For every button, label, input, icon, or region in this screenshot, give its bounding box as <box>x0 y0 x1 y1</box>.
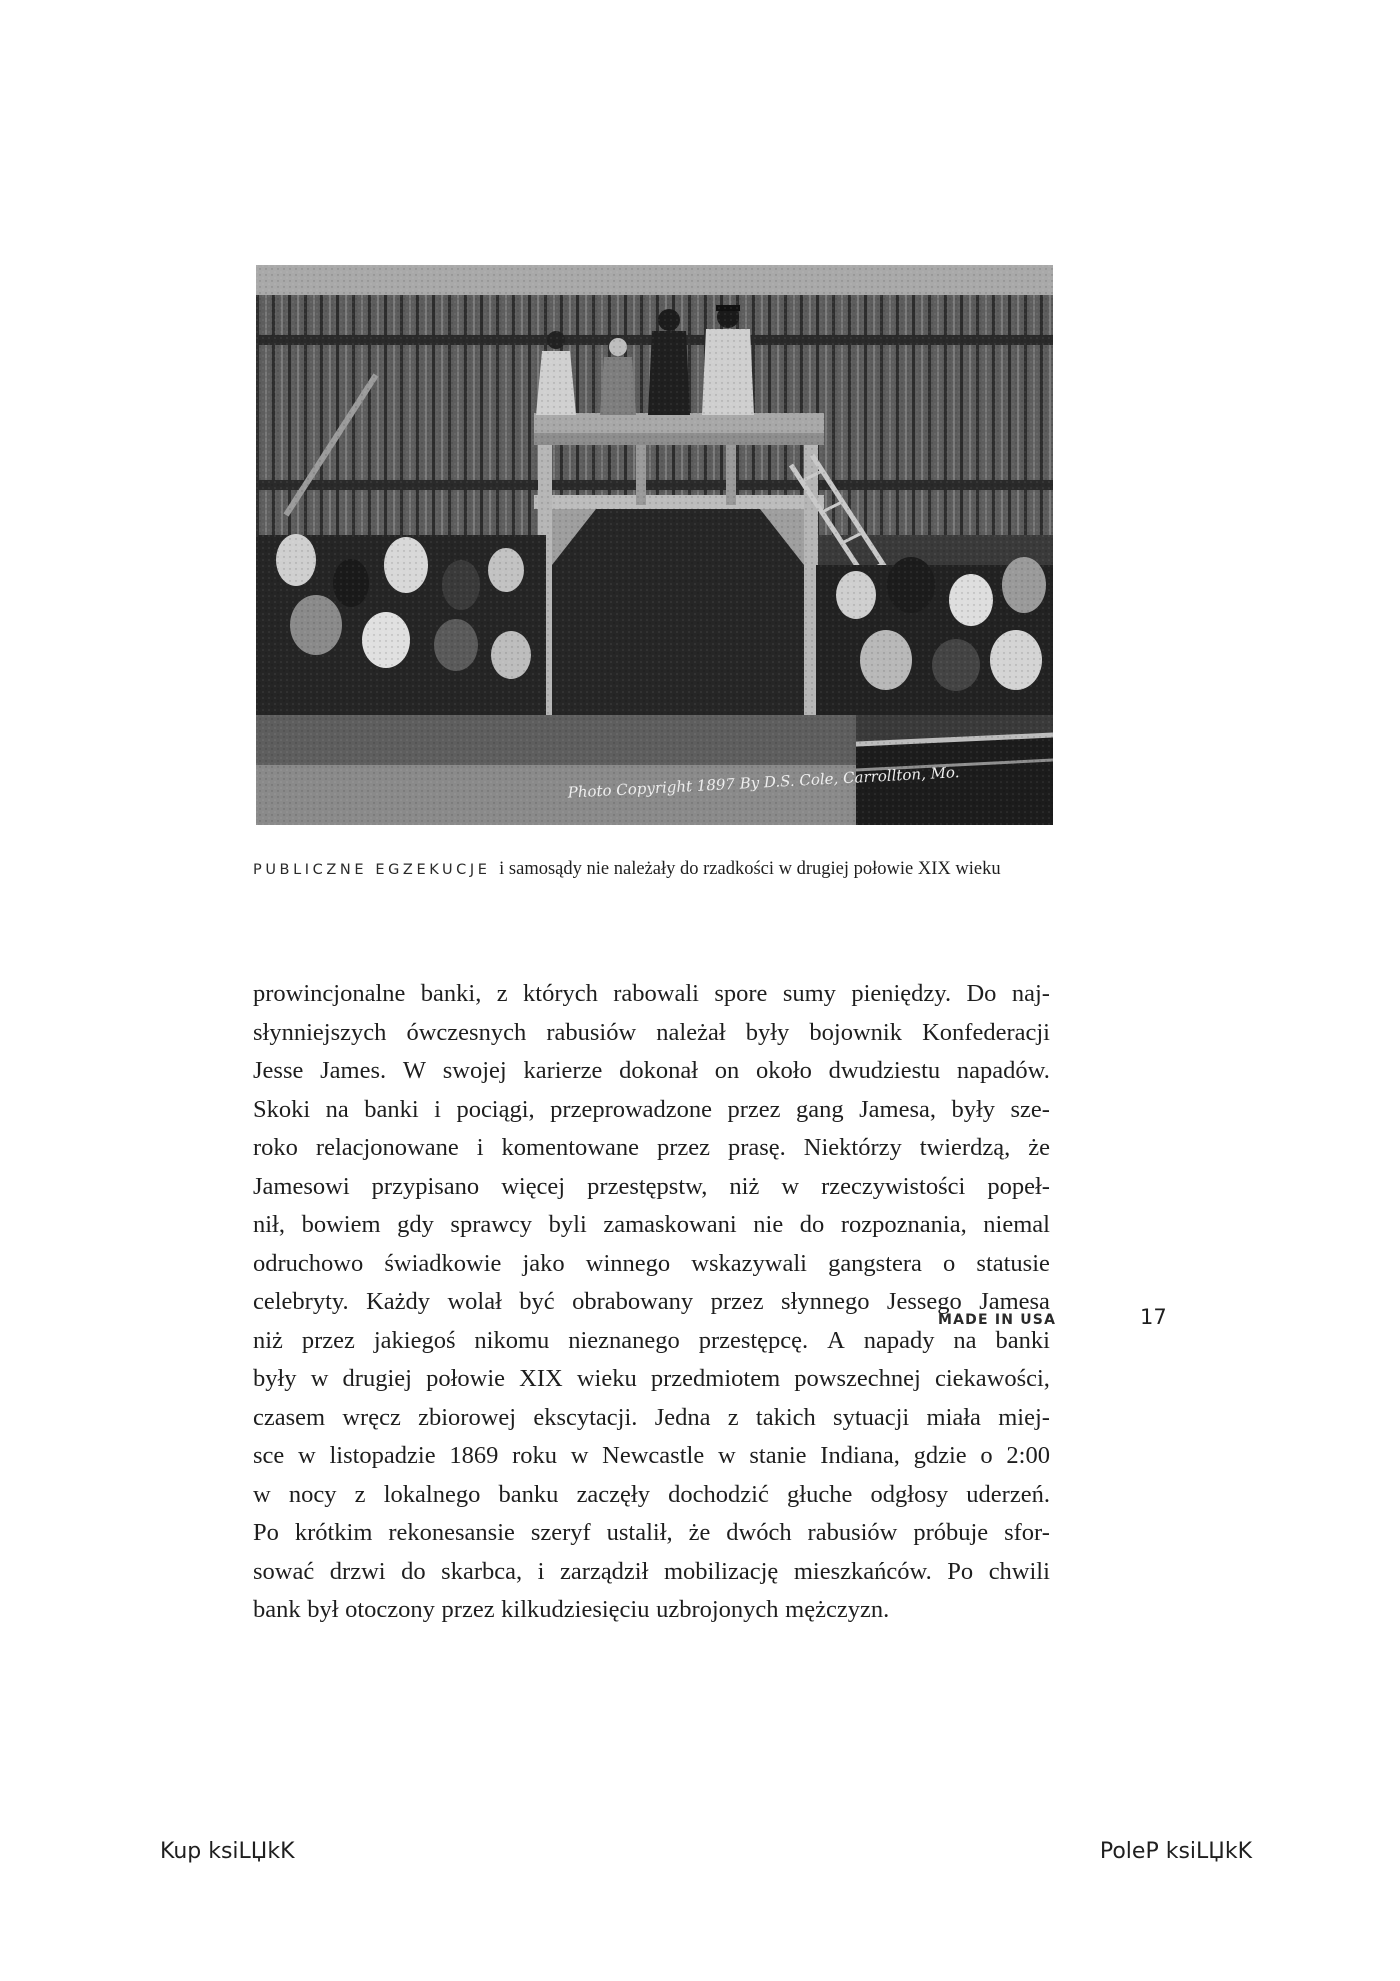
body-word: lokalnego <box>383 1480 481 1508</box>
body-word: na <box>953 1326 977 1354</box>
body-word: mężczyzn. <box>785 1596 890 1623</box>
body-word: Jedna <box>654 1403 711 1431</box>
body-word: komentowane <box>501 1134 639 1161</box>
body-word: gdzie <box>913 1442 967 1469</box>
caption-text: i samosądy nie należały do rzadkości w drugiej połowie XIX wieku <box>499 859 1001 879</box>
body-line <box>253 1437 1050 1476</box>
body-word: drugiej <box>342 1365 412 1392</box>
body-word: obrabowany <box>572 1288 694 1315</box>
execution-photograph <box>256 265 1053 825</box>
body-word: w <box>781 1172 800 1200</box>
body-word: o <box>980 1442 993 1469</box>
body-word: pociągi, <box>456 1095 535 1123</box>
body-word: w <box>298 1442 316 1469</box>
body-word: dwudziestu <box>828 1057 941 1084</box>
body-word: drzwi <box>329 1557 386 1585</box>
body-word: krótkim <box>294 1519 373 1546</box>
body-word: on <box>714 1057 740 1084</box>
running-footer-title: MADE IN USA <box>938 1312 1057 1328</box>
body-line <box>253 1591 1050 1630</box>
body-word: próbuje <box>913 1519 989 1546</box>
caption-lead: PUBLICZNE EGZEKUCJE <box>253 862 491 878</box>
body-word: prasę. <box>727 1134 786 1161</box>
body-word: roko <box>253 1134 298 1161</box>
body-word: gangstera <box>828 1249 922 1277</box>
body-word: chwili <box>988 1557 1050 1585</box>
buy-book-link[interactable]: Kup ksiLЏkK <box>160 1839 295 1864</box>
body-word: uderzeń. <box>966 1480 1050 1508</box>
body-word: Jamesa, <box>859 1095 936 1123</box>
body-word: przedmiotem <box>650 1365 781 1392</box>
body-word: skarbca, <box>441 1557 523 1585</box>
body-word: czasem <box>253 1403 326 1431</box>
body-word: dochodzić <box>668 1480 769 1508</box>
body-word: były <box>745 1018 790 1046</box>
body-word: zbiorowej <box>418 1403 517 1431</box>
body-word: głuche <box>787 1480 853 1508</box>
body-word: z <box>496 980 508 1007</box>
body-word: relacjonowane <box>315 1134 459 1161</box>
body-word: 1869 <box>449 1442 499 1469</box>
body-line <box>253 1168 1050 1207</box>
body-word: banku <box>498 1480 559 1508</box>
body-word: sze- <box>1010 1095 1050 1123</box>
body-word: byli <box>548 1211 587 1238</box>
execution-photo-drawing <box>256 265 1053 825</box>
body-word: A <box>827 1326 845 1354</box>
body-line <box>253 1476 1050 1515</box>
body-word: nie <box>753 1211 784 1238</box>
body-word: XIX <box>519 1365 563 1392</box>
body-word: napady <box>863 1326 935 1354</box>
body-word: Indiana, <box>820 1442 900 1469</box>
body-line <box>253 1206 1050 1245</box>
body-word: Niektórzy <box>803 1134 902 1161</box>
body-word: niemal <box>983 1211 1050 1238</box>
body-word: że <box>1028 1134 1050 1161</box>
body-word: Jessego <box>886 1288 962 1315</box>
body-word: odruchowo <box>253 1249 364 1277</box>
body-line <box>253 1360 1050 1399</box>
body-word: był <box>307 1596 339 1623</box>
body-word: do <box>401 1557 426 1585</box>
body-word: Skoki <box>253 1095 311 1123</box>
body-word: takich <box>755 1403 816 1431</box>
body-word: zaczęły <box>576 1480 650 1508</box>
body-word: przez <box>710 1288 764 1315</box>
body-word: połowie <box>426 1365 506 1392</box>
body-word: w <box>310 1365 329 1392</box>
body-word: rabusiów <box>546 1018 637 1046</box>
body-word: banki <box>995 1326 1050 1354</box>
body-word: sytuacji <box>833 1403 910 1431</box>
body-word: twierdzą, <box>919 1134 1011 1161</box>
body-word: listopadzie <box>329 1442 436 1469</box>
body-word: o <box>943 1249 956 1277</box>
body-line <box>253 1245 1050 1284</box>
body-word: banki <box>364 1095 419 1123</box>
body-word: popeł- <box>987 1172 1050 1200</box>
body-word: przez <box>727 1095 781 1123</box>
body-word: wskazywali <box>691 1249 807 1277</box>
body-word: stanie <box>749 1442 807 1469</box>
body-word: kilkudziesięciu <box>501 1596 650 1623</box>
body-word: nieznanego <box>568 1326 680 1354</box>
body-word: Jesse <box>253 1057 304 1084</box>
body-word: sce <box>253 1442 285 1469</box>
body-word: z <box>354 1480 366 1508</box>
body-word: być <box>519 1288 555 1315</box>
body-word: dokonał <box>619 1057 699 1084</box>
body-word: dwóch <box>726 1519 792 1546</box>
body-word: rabusiów <box>807 1519 898 1546</box>
body-word: bank <box>253 1596 301 1623</box>
body-word: i <box>434 1095 441 1123</box>
body-word: z <box>727 1403 739 1431</box>
body-word: przypisano <box>371 1172 480 1200</box>
body-word: słynniejszych <box>253 1018 387 1046</box>
body-word: gang <box>796 1095 844 1123</box>
body-line <box>253 975 1050 1014</box>
body-word: Newcastle <box>602 1442 705 1469</box>
body-word: szeryf <box>530 1519 591 1546</box>
body-line <box>253 1322 1050 1361</box>
body-word: ciekawości, <box>934 1365 1050 1392</box>
body-word: celebryty. <box>253 1288 349 1315</box>
body-word: 2:00 <box>1006 1442 1050 1469</box>
body-word: przeprowadzone <box>550 1095 713 1123</box>
body-word: Jamesowi <box>253 1172 350 1200</box>
body-word: bojownik <box>809 1018 902 1046</box>
body-word: sfor- <box>1004 1519 1050 1546</box>
body-word: Po <box>947 1557 974 1585</box>
body-word: sować <box>253 1557 315 1585</box>
body-word: mobilizację <box>663 1557 779 1585</box>
body-word: i <box>476 1134 484 1161</box>
body-line <box>253 1052 1050 1091</box>
body-word: Po <box>253 1519 279 1546</box>
photo-caption <box>253 856 1053 883</box>
body-word: rekonesansie <box>388 1519 515 1546</box>
body-word: wręcz <box>342 1403 401 1431</box>
body-word: których <box>523 980 598 1007</box>
body-word: w <box>570 1442 589 1469</box>
body-word: więcej <box>501 1172 566 1200</box>
body-word: słynnego <box>781 1288 870 1315</box>
body-word: sumy <box>782 980 836 1007</box>
body-word: Do <box>966 980 997 1007</box>
body-word: zarządził <box>560 1557 649 1585</box>
body-word: rozpoznania, <box>840 1211 967 1238</box>
body-word: spore <box>714 980 768 1007</box>
body-word: odgłosy <box>870 1480 949 1508</box>
body-word: wolał <box>447 1288 502 1315</box>
body-word: przez <box>441 1596 495 1623</box>
body-paragraph <box>253 975 1050 1630</box>
body-word: miej- <box>998 1403 1050 1431</box>
body-word: do <box>799 1211 825 1238</box>
body-line <box>253 1399 1050 1438</box>
body-word: naj- <box>1011 980 1050 1007</box>
body-word: Konfederacji <box>922 1018 1050 1046</box>
body-word: przestępcę. <box>698 1326 809 1354</box>
body-line <box>253 1283 1050 1322</box>
page-number: 17 <box>1140 1305 1167 1329</box>
body-word: rzeczywistości <box>821 1172 966 1200</box>
body-word: prowincjonalne <box>253 980 406 1007</box>
body-word: jakiegoś <box>373 1326 456 1354</box>
recommend-book-link[interactable]: PoleP ksiLЏkK <box>1099 1839 1252 1864</box>
body-word: ustalił, <box>606 1519 673 1546</box>
body-word: nocy <box>288 1480 337 1508</box>
body-line <box>253 1514 1050 1553</box>
body-word: James. <box>320 1057 387 1084</box>
body-word: ekscytacji. <box>533 1403 638 1431</box>
body-word: miała <box>926 1403 981 1431</box>
body-word: karierze <box>523 1057 603 1084</box>
body-word: przez <box>656 1134 710 1161</box>
body-word: nił, <box>253 1211 285 1238</box>
body-line <box>253 1014 1050 1053</box>
body-word: jako <box>522 1249 565 1277</box>
body-word: napadów. <box>956 1057 1050 1084</box>
body-word: ówczesnych <box>406 1018 527 1046</box>
body-line <box>253 1129 1050 1168</box>
body-word: banki, <box>420 980 482 1007</box>
body-word: należał <box>656 1018 726 1046</box>
body-word: powszechnej <box>794 1365 921 1392</box>
body-word: roku <box>512 1442 557 1469</box>
body-word: niż <box>253 1326 283 1354</box>
body-word: w <box>253 1480 271 1508</box>
body-word: świadkowie <box>384 1249 502 1277</box>
body-word: były <box>253 1365 297 1392</box>
body-word: że <box>688 1519 711 1546</box>
body-word: w <box>717 1442 736 1469</box>
body-word: były <box>951 1095 996 1123</box>
body-word: statusie <box>976 1249 1050 1277</box>
body-word: uzbrojonych <box>656 1596 779 1623</box>
body-word: na <box>325 1095 349 1123</box>
body-word: Jamesa <box>979 1288 1050 1315</box>
body-word: zamaskowani <box>603 1211 737 1238</box>
body-word: Każdy <box>366 1288 431 1315</box>
body-word: około <box>756 1057 812 1084</box>
body-word: przez <box>301 1326 355 1354</box>
body-word: bowiem <box>301 1211 381 1238</box>
body-word: winnego <box>585 1249 671 1277</box>
body-word: nikomu <box>474 1326 550 1354</box>
body-word: niż <box>729 1172 760 1200</box>
body-word: otoczony <box>345 1596 435 1623</box>
body-word: swojej <box>442 1057 507 1084</box>
body-word: W <box>402 1057 426 1084</box>
body-word: wieku <box>576 1365 637 1392</box>
body-word: gdy <box>397 1211 434 1238</box>
body-word: i <box>537 1557 545 1585</box>
body-line <box>253 1091 1050 1130</box>
body-word: sprawcy <box>450 1211 533 1238</box>
body-word: rabowali <box>613 980 699 1007</box>
body-line <box>253 1553 1050 1592</box>
body-word: przestępstw, <box>587 1172 708 1200</box>
body-word: pieniędzy. <box>851 980 952 1007</box>
body-word: mieszkańców. <box>793 1557 932 1585</box>
